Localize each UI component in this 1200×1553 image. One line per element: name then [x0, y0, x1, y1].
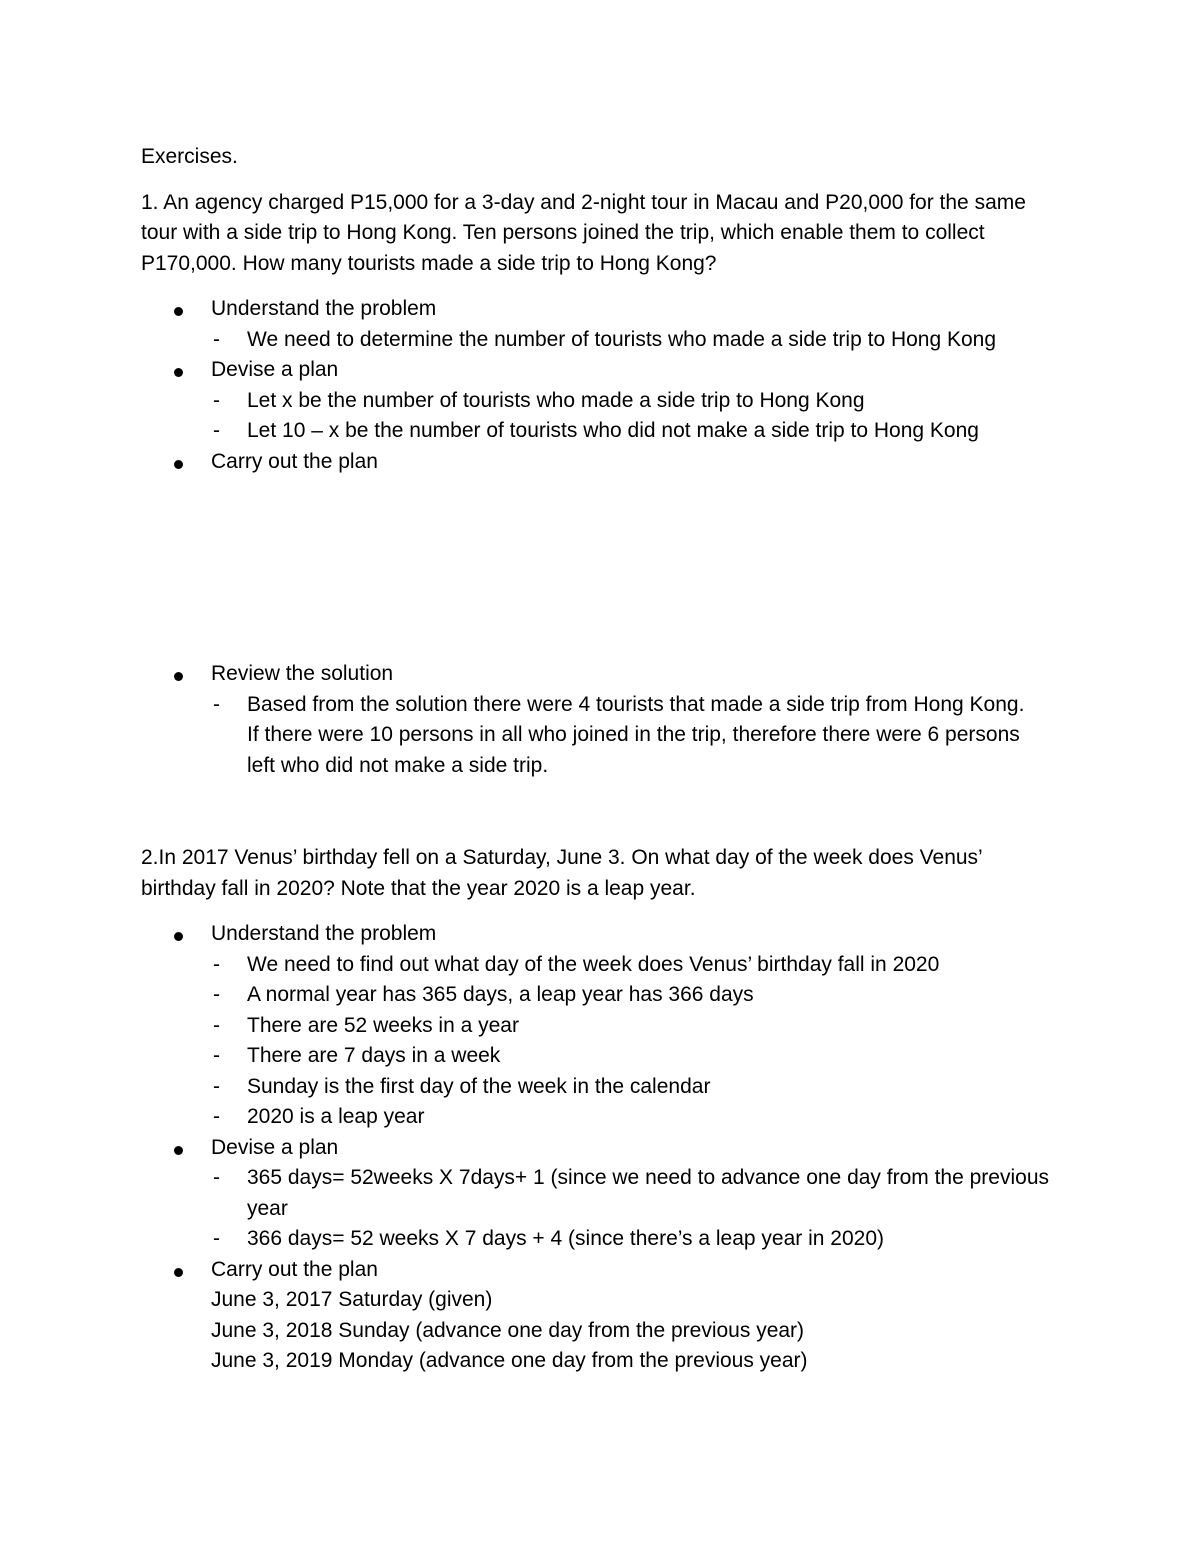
step-detail-text: We need to determine the number of tourists who made a side trip to Hong Kong	[247, 327, 997, 351]
step-detail	[211, 1072, 1061, 1103]
exercise-2-steps	[141, 919, 1061, 1377]
step-carry-out	[141, 447, 1061, 660]
step-details	[211, 950, 1061, 1133]
step-detail	[211, 980, 1061, 1011]
step-label: Carry out the plan	[211, 449, 378, 473]
dash-icon: -	[213, 388, 220, 412]
bullet-icon	[174, 460, 183, 469]
step-detail-text: Let x be the number of tourists who made a side trip to Hong Kong	[247, 388, 865, 412]
step-detail	[211, 1224, 1061, 1255]
bullet-icon	[174, 1268, 183, 1277]
step-label: Understand the problem	[211, 922, 437, 945]
step-detail-text: year	[247, 1196, 288, 1220]
dash-icon: -	[213, 1105, 220, 1128]
step-detail-text: Based from the solution there were 4 tourists that made a side trip from Hong Kong.	[247, 692, 1025, 716]
exercise-2-problem-line: 2.In 2017 Venus’ birthday fell on a Saturday, June 3. On what day of the week does Venus’	[141, 846, 983, 869]
step-understand	[141, 919, 1061, 1133]
bullet-icon	[174, 1146, 183, 1155]
dash-icon: -	[213, 327, 220, 351]
step-detail-text: There are 52 weeks in a year	[247, 1013, 519, 1037]
step-label: Devise a plan	[211, 358, 339, 381]
step-detail	[211, 325, 1061, 356]
step-label: Review the solution	[211, 662, 394, 685]
dash-icon: -	[213, 1013, 220, 1037]
dash-icon: -	[213, 1074, 220, 1098]
bullet-icon	[174, 307, 183, 316]
step-details	[211, 386, 1061, 447]
step-devise	[141, 355, 1061, 447]
step-label: Devise a plan	[211, 1135, 339, 1159]
step-detail-text: A normal year has 365 days, a leap year has 366 days	[247, 983, 754, 1006]
step-detail-text: 366 days= 52 weeks X 7 days + 4 (since there’s a leap year in 2020)	[247, 1227, 885, 1250]
bullet-icon	[174, 368, 183, 377]
step-detail	[211, 950, 1061, 981]
bullet-icon	[174, 672, 183, 681]
step-review	[141, 659, 1061, 781]
exercise-1-problem-line: 1. An agency charged P15,000 for a 3-day and 2-night tour in Macau and P20,000 for the same	[141, 190, 1026, 214]
spacer	[141, 781, 1061, 843]
solution-line: June 3, 2019 Monday (advance one day from the previous year)	[211, 1349, 808, 1372]
page-title: Exercises.	[141, 145, 238, 168]
step-details	[211, 690, 1061, 782]
solution-lines	[211, 1285, 1061, 1377]
step-detail-text: Sunday is the first day of the week in the calendar	[247, 1074, 711, 1098]
step-detail	[211, 416, 1061, 447]
step-detail-text: There are 7 days in a week	[247, 1044, 501, 1067]
step-detail-text: left who did not make a side trip.	[247, 753, 549, 777]
step-label: Carry out the plan	[211, 1257, 378, 1281]
dash-icon: -	[213, 1044, 220, 1067]
step-carry-out	[141, 1255, 1061, 1377]
exercise-2-problem	[141, 843, 1061, 904]
step-detail	[211, 1011, 1061, 1042]
step-detail-text: We need to find out what day of the week does Venus’ birthday fall in 2020	[247, 952, 940, 976]
exercise-1-problem	[141, 188, 1061, 280]
step-detail-text: Let 10 – x be the number of tourists who did not make a side trip to Hong Kong	[247, 419, 979, 442]
solution-line: June 3, 2017 Saturday (given)	[211, 1288, 493, 1311]
dash-icon: -	[213, 952, 220, 976]
bullet-icon	[174, 932, 183, 941]
step-detail	[211, 386, 1061, 417]
step-detail	[211, 1041, 1061, 1072]
dash-icon: -	[213, 983, 220, 1006]
step-devise	[141, 1133, 1061, 1255]
exercise-1-steps	[141, 294, 1061, 781]
dash-icon: -	[213, 1227, 220, 1250]
step-detail	[211, 1163, 1061, 1224]
step-understand	[141, 294, 1061, 355]
exercise-1-problem-line: P170,000. How many tourists made a side trip to Hong Kong?	[141, 251, 717, 275]
step-details	[211, 1163, 1061, 1255]
document-page	[141, 142, 1061, 1377]
dash-icon: -	[213, 1166, 220, 1189]
step-details	[211, 325, 1061, 356]
step-detail-text: 2020 is a leap year	[247, 1105, 425, 1128]
blank-solution-area	[211, 477, 1061, 659]
solution-line: June 3, 2018 Sunday (advance one day from the previous year)	[211, 1318, 805, 1342]
exercise-1-problem-line: tour with a side trip to Hong Kong. Ten persons joined the trip, which enable them to collect	[141, 221, 985, 244]
step-detail	[211, 1102, 1061, 1133]
dash-icon: -	[213, 692, 220, 716]
step-label: Understand the problem	[211, 297, 437, 320]
step-detail-text: If there were 10 persons in all who joined in the trip, therefore there were 6 persons	[247, 723, 1020, 746]
step-detail	[211, 690, 1061, 782]
step-detail-text: 365 days= 52weeks X 7days+ 1 (since we need to advance one day from the previous	[247, 1166, 1049, 1189]
exercise-2-problem-line: birthday fall in 2020? Note that the year 2020 is a leap year.	[141, 876, 696, 900]
dash-icon: -	[213, 419, 220, 442]
